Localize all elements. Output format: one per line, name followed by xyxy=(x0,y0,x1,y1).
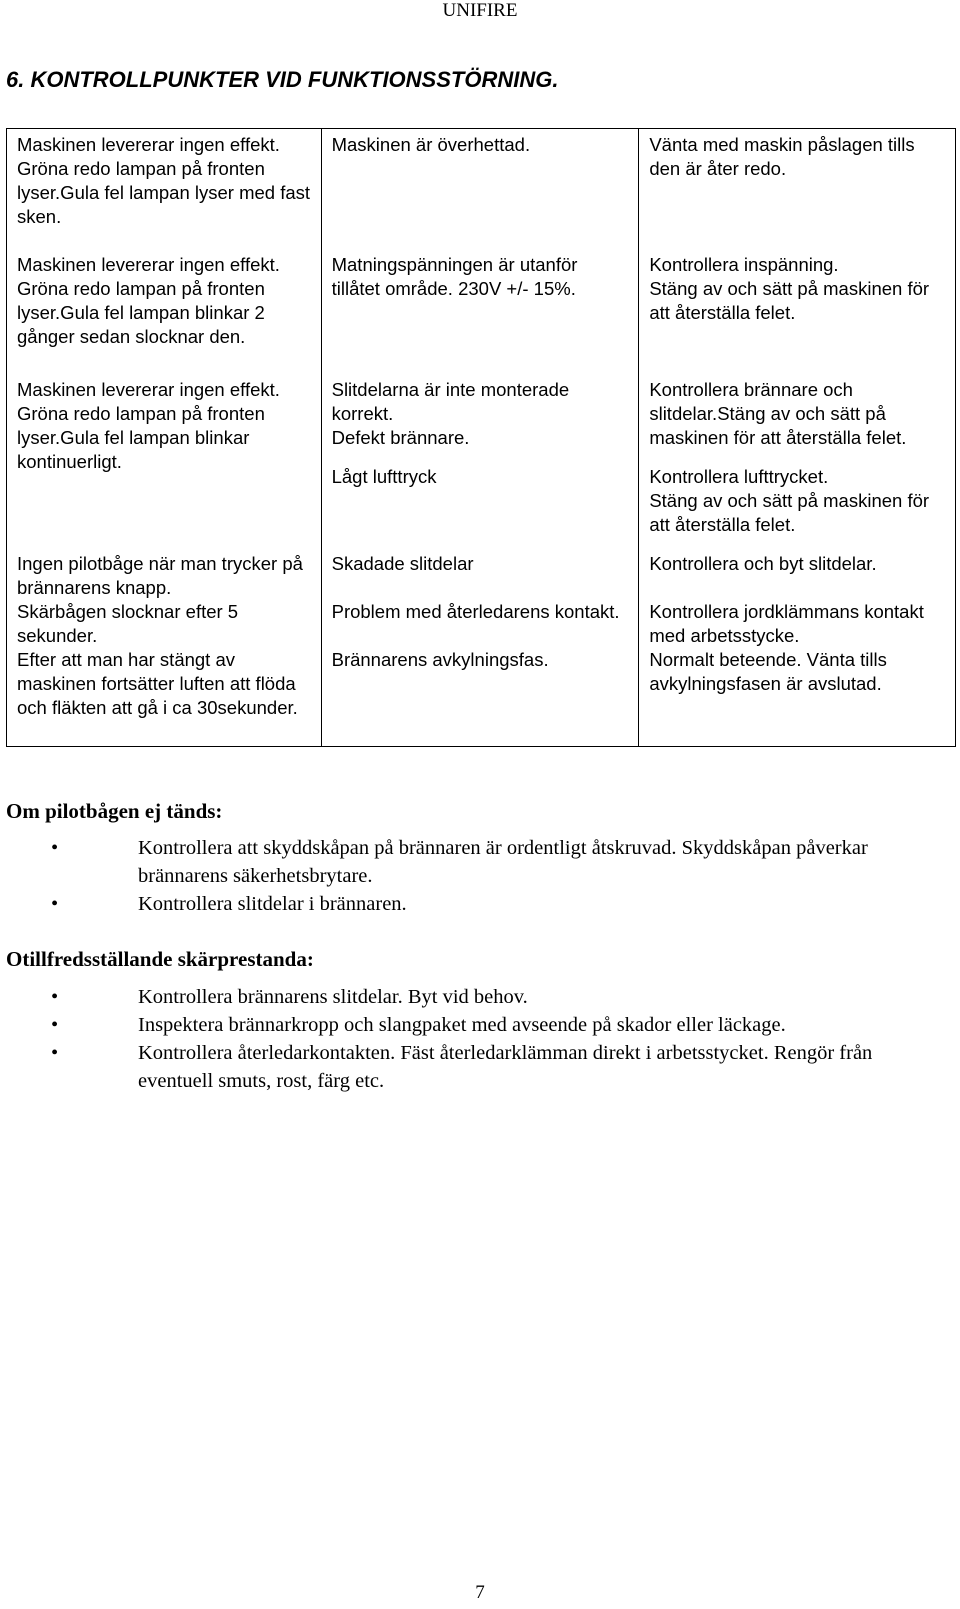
cause-text-line: Matningspänningen är utanför tillåtet område. 230V +/- 15%. xyxy=(331,254,578,299)
remedy-entry xyxy=(649,648,945,696)
cause-entry xyxy=(332,378,629,465)
remedy-entry xyxy=(649,600,945,648)
troubleshooting-table xyxy=(6,128,956,747)
list-item-text: Kontrollera återledarkontakten. Fäst återledarklämman direkt i arbetsstycket. Rengör från eventuell smuts, rost, färg etc. xyxy=(138,1042,873,1092)
list-item xyxy=(0,1011,960,1039)
cause-entry xyxy=(332,600,629,648)
bullet-icon: • xyxy=(51,893,59,915)
remedy-text-line: Normalt beteende. Vänta tills avkylningsfasen är avslutad. xyxy=(649,649,887,694)
list-item xyxy=(0,1039,960,1095)
causes-column xyxy=(321,129,639,747)
remedy-entry xyxy=(649,465,945,552)
cause-text-line: Lågt lufttryck xyxy=(331,466,437,487)
tip-heading-cutting-performance: Otillfredsställande skärprestanda: xyxy=(6,947,314,971)
remedy-text-line: Vänta med maskin påslagen tills den är åter redo. xyxy=(649,134,915,179)
symptom-entry xyxy=(17,552,311,600)
symptom-text-line: Maskinen levererar ingen effekt. Gröna redo lampan på fronten lyser.Gula fel lampan lyser med fast sken. xyxy=(17,134,311,227)
bullet-icon: • xyxy=(51,1014,59,1036)
remedy-text-line: Kontrollera inspänning. Stäng av och sätt på maskinen för att återställa felet. xyxy=(649,254,930,323)
remedy-entry xyxy=(649,253,945,378)
remedy-entry xyxy=(649,378,945,465)
symptom-text-line: Efter att man har stängt av maskinen fortsätter luften att flöda och fläkten att gå i ca 30sekunder. xyxy=(17,649,298,718)
cause-entry xyxy=(332,552,629,600)
symptom-text-line: Maskinen levererar ingen effekt. Gröna redo lampan på fronten lyser.Gula fel lampan blinkar 2 gånger sedan slocknar den. xyxy=(17,254,280,347)
remedy-entry xyxy=(649,133,945,253)
page-number: 7 xyxy=(475,1582,485,1603)
symptom-entry xyxy=(17,378,311,552)
header-brand: UNIFIRE xyxy=(442,0,518,21)
list-item-text: Kontrollera att skyddskåpan på brännaren är ordentligt åtskruvad. Skyddskåpan påverkar brännarens säkerhetsbrytare. xyxy=(138,837,868,887)
symptom-entry xyxy=(17,253,311,378)
cause-entry xyxy=(332,465,629,552)
remedy-text-line: Kontrollera och byt slitdelar. xyxy=(649,553,877,574)
tip-list-pilot-arc xyxy=(0,834,960,918)
tip-list-cutting-performance xyxy=(0,983,960,1095)
cause-entry xyxy=(332,253,629,378)
symptoms-column xyxy=(7,129,322,747)
remedy-text-line: Kontrollera lufttrycket. Stäng av och sätt på maskinen för att återställa felet. xyxy=(649,466,930,535)
remedy-text-line: Kontrollera jordklämmans kontakt med arbetsstycke. xyxy=(649,601,924,646)
list-item xyxy=(0,983,960,1011)
bullet-icon: • xyxy=(51,986,59,1008)
symptom-entry xyxy=(17,600,311,648)
cause-text-line: Skadade slitdelar xyxy=(331,553,474,574)
cause-entry xyxy=(332,648,629,696)
cause-text-line: Problem med återledarens kontakt. xyxy=(331,601,620,622)
symptom-entry xyxy=(17,648,311,744)
symptom-entry xyxy=(17,133,311,253)
cause-text-line: Brännarens avkylningsfas. xyxy=(331,649,549,670)
cause-text-line: Slitdelarna är inte monterade korrekt. Defekt brännare. xyxy=(331,379,570,448)
table-row xyxy=(7,129,956,747)
remedy-text-line: Kontrollera brännare och slitdelar.Stäng av och sätt på maskinen för att återställa felet. xyxy=(649,379,907,448)
symptom-text-line: Ingen pilotbåge när man trycker på brännarens knapp. xyxy=(17,553,303,598)
cause-entry xyxy=(332,133,629,253)
list-item-text: Kontrollera slitdelar i brännaren. xyxy=(138,893,407,915)
tip-heading-pilot-arc: Om pilotbågen ej tänds: xyxy=(6,799,223,823)
list-item xyxy=(0,834,960,890)
remedies-column xyxy=(639,129,956,747)
remedy-entry xyxy=(649,552,945,600)
cause-text-line: Maskinen är överhettad. xyxy=(331,134,531,155)
list-item xyxy=(0,890,960,918)
list-item-text: Kontrollera brännarens slitdelar. Byt vid behov. xyxy=(138,986,528,1008)
section-title: 6. KONTROLLPUNKTER VID FUNKTIONSSTÖRNING. xyxy=(6,67,559,92)
list-item-text: Inspektera brännarkropp och slangpaket med avseende på skador eller läckage. xyxy=(138,1014,786,1036)
symptom-text-line: Skärbågen slocknar efter 5 sekunder. xyxy=(17,601,239,646)
bullet-icon: • xyxy=(51,837,59,859)
symptom-text-line: Maskinen levererar ingen effekt. Gröna redo lampan på fronten lyser.Gula fel lampan blinkar kontinuerligt. xyxy=(17,379,280,472)
bullet-icon: • xyxy=(51,1042,59,1064)
